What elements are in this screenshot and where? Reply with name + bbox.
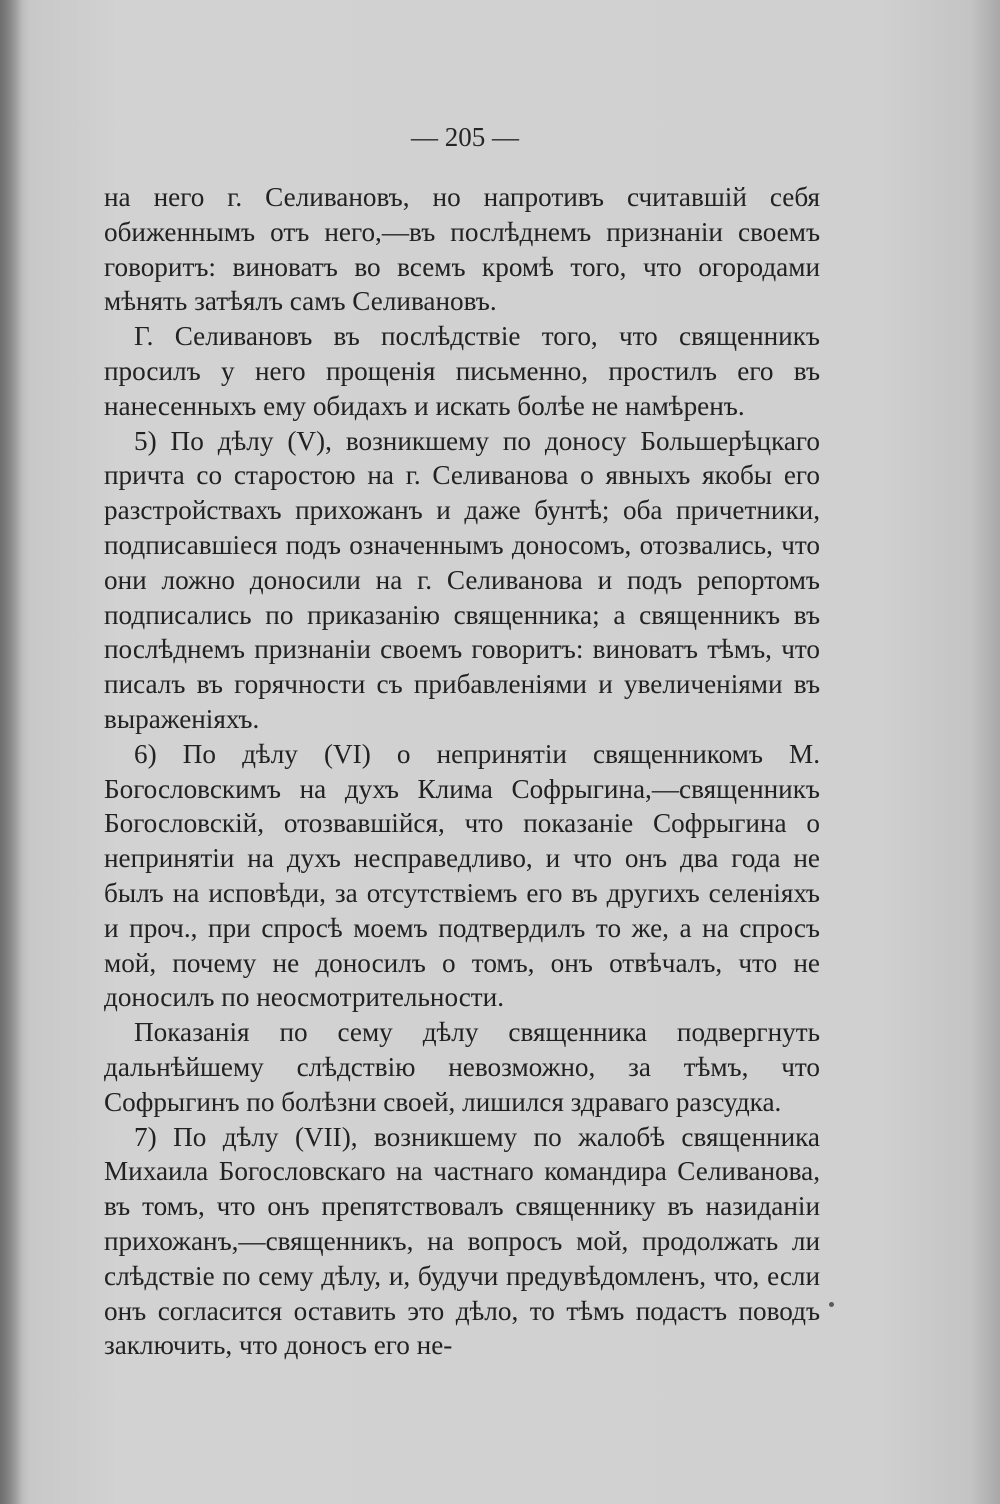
paragraph-testimony: Показанія по сему дѣлу священника подвергнуть дальнѣйшему слѣдствію невозможно, за тѣмъ, что Софрыгинъ по болѣзни своей, лишился здраваго разсудка. (104, 1017, 820, 1117)
paragraph-case-6: 6) По дѣлу (VI) о непринятіи священникомъ М. Богословскимъ на духъ Клима Софрыгина,—священникъ Богословскій, отозвавшійся, что показаніе Софрыгина о непринятіи на духъ несправедливо, и что онъ два года не былъ на исповѣди, за отсутствіемъ его въ другихъ селеніяхъ и проч., при спросѣ моемъ подтвердилъ то же, а на спросъ мой, почему не доносилъ о томъ, онъ отвѣчалъ, что не доносилъ по неосмотрительности. (104, 738, 820, 1013)
body-text (104, 180, 820, 1363)
paragraph-continuation: на него г. Селивановъ, но напротивъ считавшій себя обиженнымъ отъ него,—въ послѣднемъ признаніи своемъ говоритъ: виноватъ во всемъ кромѣ того, что огородами мѣнять затѣялъ самъ Селивановъ. (104, 182, 820, 317)
page-number: — 205 — (411, 122, 519, 152)
paragraph-case-7: 7) По дѣлу (VII), возникшему по жалобѣ священника Михаила Богословскаго на частнаго командира Селиванова, въ томъ, что онъ препятствовалъ священнику въ назиданіи прихожанъ,—священникъ, на вопросъ мой, продолжать ли слѣдствіе по сему дѣлу, и, будучи предувѣдомленъ, что, если онъ согласится оставить это дѣло, то тѣмъ подастъ поводъ заключить, что доносъ его не- (104, 1121, 820, 1361)
paragraph-case-5: 5) По дѣлу (V), возникшему по доносу Большерѣцкаго причта со старостою на г. Селиванова о явныхъ якобы его разстройствахъ прихожанъ и даже бунтѣ; оба причетники, подписавшіеся подъ означеннымъ доносомъ, отозвались, что они ложно доносили на г. Селиванова и подъ репортомъ подписались по приказанію священника; а священникъ въ послѣднемъ признаніи своемъ говоритъ: виноватъ тѣмъ, что писалъ въ горячности съ прибавленіями и увеличеніями въ выраженіяхъ. (104, 425, 820, 734)
paragraph-seliванов-forgiveness: Г. Селивановъ въ послѣдствіе того, что священникъ просилъ у него прощенія письменно, простилъ его въ нанесенныхъ ему обидахъ и искать болѣе не намѣренъ. (104, 321, 820, 421)
binding-shadow (0, 0, 22, 1504)
ink-speck (829, 1302, 834, 1307)
